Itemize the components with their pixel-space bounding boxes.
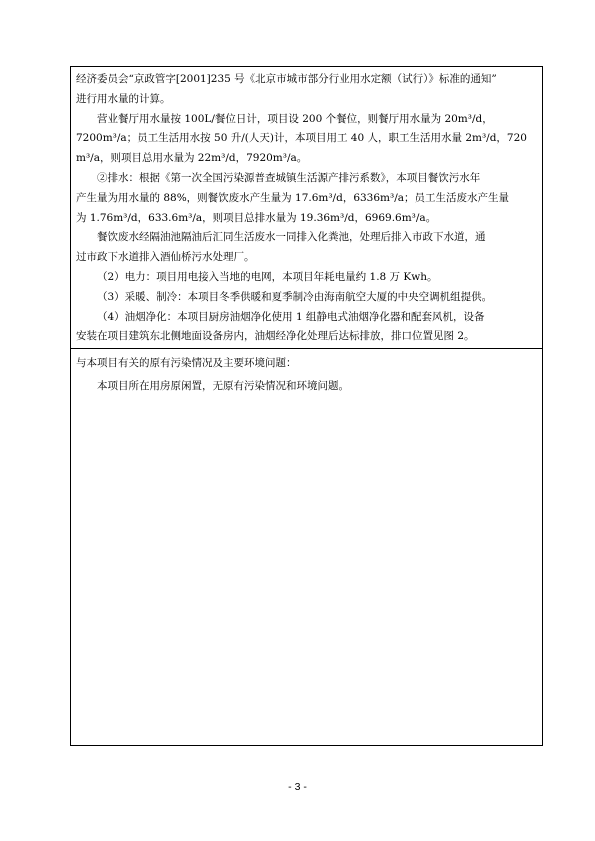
- text-line: m³/a，则项目总用水量为 22m³/d，7920m³/a。: [76, 152, 308, 165]
- content-box-existing-pollution: [70, 348, 543, 746]
- text-line: 进行用水量的计算。: [76, 92, 171, 105]
- text-line: 餐饮废水经隔油池隔油后汇同生活废水一同排入化粪池，处理后排入市政下水道，通: [97, 231, 486, 244]
- text-line: （3）采暖、制冷：本项目冬季供暖和夏季制冷由海南航空大厦的中央空调机组提供。: [97, 290, 493, 303]
- section-body-text: 本项目所在用房原闲置，无原有污染情况和环境问题。: [97, 380, 349, 392]
- text-line: 营业餐厅用水量按 100L/餐位日计，项目设 200 个餐位，则餐厅用水量为 20m³/d，: [97, 112, 493, 125]
- content-box-water-supply: [70, 66, 543, 349]
- text-line: 7200m³/a；员工生活用水按 50 升/(人天)计，本项目用工 40 人，职工生活用水量 2m³/d，720: [76, 132, 527, 145]
- text-line: 为 1.76m³/d，633.6m³/a，则项目总排水量为 19.36m³/d，6969.6m³/a。: [76, 211, 437, 224]
- text-line: 经济委员会“京政管字[2001]235 号《北京市城市部分行业用水定额（试行）》标准的通知”: [76, 73, 497, 85]
- text-line: （2）电力：项目用电接入当地的电网，本项目年耗电量约 1.8 万 Kwh。: [97, 271, 438, 283]
- text-line: 产生量为用水量的 88%，则餐饮废水产生量为 17.6m³/d，6336m³/a；员工生活废水产生量: [76, 191, 510, 204]
- text-line: 安装在项目建筑东北侧地面设备房内，油烟经净化处理后达标排放，排口位置见图 2。: [76, 330, 475, 343]
- section-heading: 与本项目有关的原有污染情况及主要环境问题：: [76, 357, 297, 369]
- page-number: - 3 -: [288, 781, 307, 793]
- text-line: 过市政下水道排入酒仙桥污水处理厂。: [76, 251, 255, 264]
- text-line: （4）油烟净化：本项目厨房油烟净化使用 1 组静电式油烟净化器和配套风机，设备: [97, 310, 485, 323]
- text-line: ②排水：根据《第一次全国污染源普查城镇生活源产排污系数》，本项目餐饮污水年: [97, 172, 481, 184]
